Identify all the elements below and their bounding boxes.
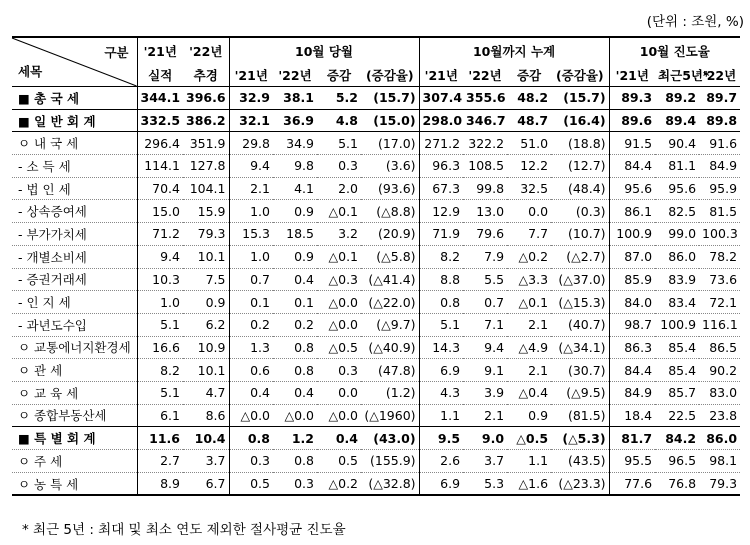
table-cell: (43.5) [567, 453, 606, 469]
header-sub: '22년 [702, 67, 737, 83]
row-label: ㅇ 교통에너지환경세 [18, 340, 131, 356]
table-cell: (17.0) [377, 135, 416, 151]
table-cell: (△15.3) [558, 294, 606, 310]
table-cell: 87.0 [609, 245, 655, 268]
table-cell: 36.9 [283, 113, 314, 129]
table-cell: 98.7 [609, 313, 655, 336]
table-cell: 85.4 [668, 339, 697, 355]
table-cell: 10.4 [194, 430, 226, 446]
table-cell: 81.5 [709, 203, 738, 219]
table-cell: 100.3 [702, 226, 738, 242]
table-cell: 7.1 [484, 317, 505, 333]
table-cell: (47.8) [377, 362, 416, 378]
table-cell: 8.6 [205, 407, 226, 423]
table-cell: 99.0 [668, 226, 697, 242]
table-cell: 79.3 [197, 226, 226, 242]
table-cell: 86.3 [609, 336, 655, 359]
table-cell: 15.3 [229, 223, 273, 246]
table-cell: 38.1 [283, 90, 314, 106]
table-cell: 79.3 [709, 476, 738, 492]
table-cell: 6.9 [419, 359, 463, 382]
table-cell: 307.4 [419, 87, 463, 110]
table-cell: 344.1 [137, 87, 183, 110]
table-cell: 67.3 [419, 177, 463, 200]
table-cell: 0.0 [528, 203, 549, 219]
table-cell: (1.2) [385, 385, 416, 401]
table-cell: △4.9 [518, 339, 549, 355]
table-cell: 95.6 [668, 181, 697, 197]
table-cell: 18.4 [609, 404, 655, 427]
table-row [12, 132, 740, 155]
table-cell: 0.4 [229, 381, 273, 404]
table-cell: 84.2 [665, 430, 697, 446]
table-cell: 10.1 [197, 362, 226, 378]
table-cell: 322.2 [468, 135, 505, 151]
table-cell: (43.0) [373, 430, 416, 446]
table-cell: (△1960) [364, 407, 416, 423]
row-label: - 인 지 세 [18, 295, 71, 311]
table-cell: 95.5 [609, 450, 655, 473]
table-cell: (48.4) [567, 181, 606, 197]
table-cell: 4.3 [419, 381, 463, 404]
table-cell: △1.6 [518, 476, 549, 492]
table-cell: 0.8 [229, 427, 273, 450]
table-cell: (0.3) [575, 203, 606, 219]
table-cell: 0.8 [294, 339, 314, 355]
table-cell: 95.6 [609, 177, 655, 200]
table-cell: 1.1 [528, 453, 549, 469]
table-cell: 5.5 [484, 271, 505, 287]
table-cell: 2.0 [338, 181, 358, 197]
table-cell: (15.0) [373, 113, 416, 129]
table-cell: 98.1 [709, 453, 738, 469]
table-cell: 0.8 [294, 362, 314, 378]
table-row [12, 177, 740, 200]
table-cell: 16.6 [137, 336, 183, 359]
table-cell: 104.1 [189, 181, 226, 197]
table-cell: 11.6 [137, 427, 183, 450]
table-cell: △0.0 [284, 407, 314, 423]
header-sub: 최근5년* [658, 67, 710, 83]
table-cell: 48.2 [517, 90, 549, 106]
table-cell: 83.4 [668, 294, 697, 310]
table-cell: 9.0 [481, 430, 505, 446]
table-cell: 1.3 [229, 336, 273, 359]
table-cell: 89.8 [706, 113, 738, 129]
table-cell: 85.7 [668, 385, 697, 401]
header-y21: '21년 [137, 37, 183, 63]
table-cell: 0.7 [484, 294, 505, 310]
table-cell: 9.8 [294, 158, 314, 174]
table-cell: (30.7) [567, 362, 606, 378]
table-cell: 0.6 [229, 359, 273, 382]
table-cell: △0.2 [518, 249, 549, 265]
table-cell: △0.0 [328, 317, 358, 333]
row-label: ㅇ 교 육 세 [18, 385, 79, 401]
row-label: ㅇ 내 국 세 [18, 136, 79, 152]
table-cell: 90.2 [709, 362, 738, 378]
table-cell: (15.7) [563, 90, 606, 106]
header-y22-sub: 추경 [193, 67, 218, 83]
table-cell: 0.1 [294, 294, 314, 310]
table-cell: 2.1 [229, 177, 273, 200]
table-cell: 12.2 [520, 158, 549, 174]
table-cell: (93.6) [377, 181, 416, 197]
row-label: - 소 득 세 [18, 158, 71, 174]
table-cell: 3.7 [205, 453, 226, 469]
table-cell: 8.2 [419, 245, 463, 268]
table-row [12, 427, 740, 450]
table-cell: 0.1 [229, 291, 273, 314]
header-sub: '22년 [468, 67, 502, 83]
table-cell: 32.9 [229, 87, 273, 110]
table-row [12, 313, 740, 336]
table-cell: 6.9 [419, 472, 463, 495]
table-cell: 84.9 [709, 158, 738, 174]
header-sub: (증감율) [555, 67, 604, 83]
table-cell: (△32.8) [368, 476, 416, 492]
header-sub: (증감율) [365, 67, 414, 83]
table-cell: 9.1 [484, 362, 505, 378]
table-row [12, 268, 740, 291]
table-cell: 0.8 [294, 453, 314, 469]
table-cell: 1.0 [229, 200, 273, 223]
row-label: - 개별소비세 [18, 249, 87, 265]
header-gubun: 구분 [104, 45, 129, 60]
table-cell: 0.5 [229, 472, 273, 495]
row-label: - 부가가치세 [18, 226, 87, 242]
table-cell: 298.0 [419, 109, 463, 132]
table-cell: (20.9) [377, 226, 416, 242]
unit-label: (단위 : 조원, %) [646, 14, 744, 30]
table-cell: 96.5 [668, 453, 697, 469]
table-cell: 1.0 [229, 245, 273, 268]
table-cell: 1.0 [137, 291, 183, 314]
table-row [12, 200, 740, 223]
table-cell: 89.6 [609, 109, 655, 132]
table-cell: (△22.0) [368, 294, 416, 310]
table-cell: 73.6 [709, 271, 738, 287]
table-cell: 7.9 [484, 249, 505, 265]
table-cell: 0.4 [294, 385, 314, 401]
table-cell: △0.0 [229, 404, 273, 427]
table-cell: 10.9 [197, 339, 226, 355]
table-cell: 96.3 [419, 155, 463, 178]
table-cell: △0.0 [328, 294, 358, 310]
row-label: ㅇ 농 특 세 [18, 476, 79, 492]
header-sub: '21년 [229, 63, 273, 87]
table-cell: 7.7 [528, 226, 549, 242]
table-row [12, 87, 740, 110]
table-cell: 9.5 [419, 427, 463, 450]
table-cell: 114.1 [137, 155, 183, 178]
table-cell: 71.9 [419, 223, 463, 246]
table-cell: 76.8 [668, 476, 697, 492]
table-cell: △3.3 [518, 271, 549, 287]
table-cell: 32.5 [520, 181, 549, 197]
table-cell: 9.4 [484, 339, 505, 355]
table-cell: 5.1 [137, 313, 183, 336]
table-cell: 8.2 [137, 359, 183, 382]
table-cell: 116.1 [702, 317, 738, 333]
table-cell: 1.2 [291, 430, 314, 446]
table-cell: (△2.7) [566, 249, 606, 265]
table-row [12, 155, 740, 178]
table-cell: 72.1 [709, 294, 738, 310]
table-cell: 22.5 [668, 407, 697, 423]
table-cell: 86.1 [609, 200, 655, 223]
table-cell: 12.9 [419, 200, 463, 223]
table-cell: 2.7 [137, 450, 183, 473]
table-cell: 5.1 [137, 381, 183, 404]
table-cell: (18.8) [567, 135, 606, 151]
table-cell: 0.3 [229, 450, 273, 473]
table-cell: △0.0 [328, 407, 358, 423]
table-cell: 355.6 [466, 90, 506, 106]
table-cell: (△34.1) [558, 339, 606, 355]
table-cell: (81.5) [567, 407, 606, 423]
table-cell: 70.4 [137, 177, 183, 200]
table-cell: 82.5 [668, 203, 697, 219]
table-cell: 3.7 [484, 453, 505, 469]
table-cell: 0.2 [294, 317, 314, 333]
table-cell: 4.8 [335, 113, 358, 129]
header-month: 10월 당월 [229, 37, 419, 63]
table-cell: 127.8 [189, 158, 226, 174]
table-cell: 0.4 [294, 271, 314, 287]
table-cell: 4.7 [205, 385, 226, 401]
table-cell: △0.1 [328, 249, 358, 265]
table-cell: 0.3 [338, 158, 358, 174]
table-row [12, 223, 740, 246]
table-cell: 271.2 [419, 132, 463, 155]
table-cell: 23.8 [709, 407, 738, 423]
table-cell: (△41.4) [368, 271, 416, 287]
row-label: ㅇ 종합부동산세 [18, 408, 107, 424]
table-cell: △0.1 [328, 203, 358, 219]
row-label: ■ 일 반 회 계 [18, 113, 96, 129]
table-cell: 2.1 [528, 317, 549, 333]
table-row [12, 404, 740, 427]
table-cell: 346.7 [466, 113, 506, 129]
table-cell: 4.1 [294, 181, 314, 197]
header-y22: '22년 [189, 43, 223, 59]
table-cell: △0.3 [328, 271, 358, 287]
table-cell: 8.9 [137, 472, 183, 495]
table-cell: 77.6 [609, 472, 655, 495]
table-cell: 1.1 [419, 404, 463, 427]
table-cell: 79.6 [476, 226, 505, 242]
table-cell: △0.5 [328, 339, 358, 355]
table-cell: 0.5 [338, 453, 358, 469]
table-row [12, 336, 740, 359]
row-label: ■ 총 국 세 [18, 90, 80, 106]
table-cell: 332.5 [137, 109, 183, 132]
table-cell: 14.3 [419, 336, 463, 359]
table-cell: (△23.3) [558, 476, 606, 492]
table-cell: △0.5 [516, 430, 549, 446]
table-cell: (40.7) [567, 317, 606, 333]
table-cell: 89.2 [665, 90, 697, 106]
table-cell: (10.7) [567, 226, 606, 242]
table-cell: 83.0 [709, 385, 738, 401]
table-cell: 0.9 [528, 407, 549, 423]
table-row [12, 245, 740, 268]
table-cell: 5.1 [338, 135, 358, 151]
table-cell: 0.8 [419, 291, 463, 314]
table-cell: 89.4 [665, 113, 697, 129]
table-cell: 10.3 [137, 268, 183, 291]
table-cell: 15.0 [137, 200, 183, 223]
table-cell: 90.4 [668, 135, 697, 151]
table-cell: 83.9 [668, 271, 697, 287]
table-cell: 5.1 [419, 313, 463, 336]
row-label: - 과년도수입 [18, 317, 87, 333]
table-cell: (△5.8) [376, 249, 416, 265]
table-cell: 29.8 [229, 132, 273, 155]
table-cell: 100.9 [609, 223, 655, 246]
table-cell: 84.9 [609, 381, 655, 404]
table-cell: 71.2 [137, 223, 183, 246]
header-sub: 증감 [516, 67, 542, 83]
table-cell: (15.7) [373, 90, 416, 106]
table-cell: 89.7 [706, 90, 738, 106]
table-cell: 0.0 [338, 385, 358, 401]
table-cell: 0.3 [294, 476, 314, 492]
table-cell: 81.7 [609, 427, 655, 450]
table-cell: 99.8 [476, 181, 505, 197]
header-progress: 10월 진도율 [609, 37, 740, 63]
header-semok: 세목 [18, 64, 43, 79]
table-cell: △0.2 [328, 476, 358, 492]
table-cell: (△9.5) [566, 385, 606, 401]
table-cell: (△8.8) [376, 203, 416, 219]
table-cell: 91.6 [709, 135, 738, 151]
table-cell: 2.1 [528, 362, 549, 378]
table-cell: 86.5 [709, 339, 738, 355]
table-cell: 3.9 [484, 385, 505, 401]
table-cell: 78.2 [709, 249, 738, 265]
table-cell: 5.3 [484, 476, 505, 492]
header-cumulative: 10월까지 누계 [419, 37, 609, 63]
table-cell: 10.1 [197, 249, 226, 265]
table-row [12, 291, 740, 314]
table-cell: 0.3 [338, 362, 358, 378]
table-cell: 3.2 [338, 226, 358, 242]
table-cell: 85.4 [668, 362, 697, 378]
table-cell: 34.9 [286, 135, 314, 151]
table-cell: 0.7 [229, 268, 273, 291]
table-cell: (16.4) [563, 113, 606, 129]
table-cell: 296.4 [137, 132, 183, 155]
table-cell: 0.9 [294, 249, 314, 265]
table-cell: 51.0 [520, 135, 549, 151]
table-cell: 2.6 [419, 450, 463, 473]
table-cell: 351.9 [189, 135, 226, 151]
table-cell: 2.1 [484, 407, 505, 423]
table-cell: 84.4 [609, 359, 655, 382]
header-sub: 증감 [326, 67, 352, 83]
table-cell: 5.2 [335, 90, 358, 106]
table-cell: (155.9) [370, 453, 416, 469]
header-sub: '21년 [419, 63, 463, 87]
header-y21-sub: 실적 [137, 63, 183, 87]
table-cell: (△9.7) [376, 317, 416, 333]
table-cell: △0.1 [518, 294, 549, 310]
row-label: - 법 인 세 [18, 181, 71, 197]
table-cell: 48.7 [517, 113, 549, 129]
table-cell: 108.5 [468, 158, 505, 174]
table-cell: 386.2 [186, 113, 226, 129]
table-cell: 86.0 [706, 430, 738, 446]
table-cell: 81.1 [668, 158, 697, 174]
table-cell: 86.0 [668, 249, 697, 265]
table-cell: 0.2 [229, 313, 273, 336]
table-row [12, 359, 740, 382]
table-cell: 8.8 [419, 268, 463, 291]
table-cell: 396.6 [186, 90, 226, 106]
header-sub: '22년 [278, 67, 312, 83]
header-corner [12, 37, 137, 87]
footnote: * 최근 5년 : 최대 및 최소 연도 제외한 절사평균 진도율 [22, 522, 346, 538]
table-cell: (12.7) [567, 158, 606, 174]
table-cell: 84.4 [609, 155, 655, 178]
table-cell: (△37.0) [558, 271, 606, 287]
table-cell: △0.4 [518, 385, 549, 401]
row-label: - 상속증여세 [18, 204, 87, 220]
table-cell: 9.4 [229, 155, 273, 178]
table-cell: (3.6) [385, 158, 416, 174]
table-cell: 6.1 [137, 404, 183, 427]
table-cell: 0.9 [294, 203, 314, 219]
table-cell: 84.0 [609, 291, 655, 314]
table-row [12, 109, 740, 132]
table-cell: 18.5 [286, 226, 314, 242]
table-cell: 95.9 [709, 181, 738, 197]
table-cell: 89.3 [609, 87, 655, 110]
header-sub: '21년 [609, 63, 655, 87]
table-row [12, 450, 740, 473]
row-label: ㅇ 관 세 [18, 363, 63, 379]
table-cell: 15.9 [197, 203, 226, 219]
table-cell: 32.1 [229, 109, 273, 132]
table-cell: 0.4 [335, 430, 358, 446]
row-label: - 증권거래세 [18, 272, 87, 288]
table-cell: 100.9 [660, 317, 697, 333]
table-cell: 85.9 [609, 268, 655, 291]
row-label: ■ 특 별 회 계 [18, 431, 96, 447]
tax-revenue-table [12, 36, 740, 496]
table-row [12, 381, 740, 404]
table-cell: (△5.3) [562, 430, 606, 446]
table-cell: (△40.9) [368, 339, 416, 355]
table-cell: 13.0 [476, 203, 505, 219]
table-cell: 7.5 [205, 271, 226, 287]
row-label: ㅇ 주 세 [18, 453, 63, 469]
table-row [12, 472, 740, 495]
table-cell: 91.5 [609, 132, 655, 155]
table-cell: 9.4 [137, 245, 183, 268]
table-cell: 6.7 [205, 476, 226, 492]
table-cell: 6.2 [205, 317, 226, 333]
table-cell: 0.9 [205, 294, 226, 310]
